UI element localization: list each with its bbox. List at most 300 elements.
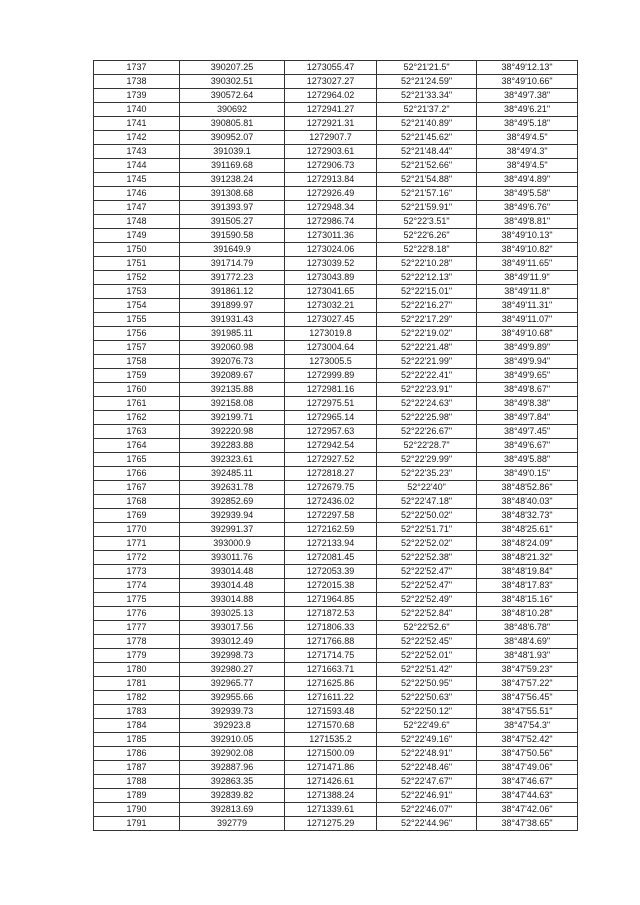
longitude-cell: 38°49'11.31": [477, 299, 578, 313]
x-coordinate-cell: 392076.73: [180, 355, 285, 369]
latitude-cell: 52°22'19.02": [377, 327, 477, 341]
y-coordinate-cell: 1273043.89: [285, 271, 377, 285]
y-coordinate-cell: 1272975.51: [285, 397, 377, 411]
table-row: [94, 75, 578, 89]
latitude-cell: 52°22'52.6": [377, 621, 477, 635]
point-number-cell: 1770: [94, 523, 180, 537]
latitude-cell: 52°22'48.46": [377, 761, 477, 775]
y-coordinate-cell: 1272921.31: [285, 117, 377, 131]
table-row: [94, 677, 578, 691]
longitude-cell: 38°47'50.56": [477, 747, 578, 761]
x-coordinate-cell: 392980.27: [180, 663, 285, 677]
x-coordinate-cell: 391590.58: [180, 229, 285, 243]
table-row: [94, 439, 578, 453]
latitude-cell: 52°22'12.13": [377, 271, 477, 285]
point-number-cell: 1759: [94, 369, 180, 383]
point-number-cell: 1779: [94, 649, 180, 663]
longitude-cell: 38°49'11.07": [477, 313, 578, 327]
point-number-cell: 1788: [94, 775, 180, 789]
latitude-cell: 52°22'52.84": [377, 607, 477, 621]
y-coordinate-cell: 1273019.8: [285, 327, 377, 341]
y-coordinate-cell: 1273055.47: [285, 61, 377, 75]
point-number-cell: 1790: [94, 803, 180, 817]
longitude-cell: 38°49'9.89": [477, 341, 578, 355]
x-coordinate-cell: 393011.76: [180, 551, 285, 565]
y-coordinate-cell: 1273004.64: [285, 341, 377, 355]
point-number-cell: 1773: [94, 565, 180, 579]
y-coordinate-cell: 1272679.75: [285, 481, 377, 495]
table-row: [94, 229, 578, 243]
y-coordinate-cell: 1271663.71: [285, 663, 377, 677]
longitude-cell: 38°47'52.42": [477, 733, 578, 747]
latitude-cell: 52°22'47.67": [377, 775, 477, 789]
longitude-cell: 38°49'4.5": [477, 131, 578, 145]
point-number-cell: 1780: [94, 663, 180, 677]
latitude-cell: 52°22'44.96": [377, 817, 477, 831]
longitude-cell: 38°48'4.69": [477, 635, 578, 649]
y-coordinate-cell: 1271714.75: [285, 649, 377, 663]
point-number-cell: 1769: [94, 509, 180, 523]
x-coordinate-cell: 390572.64: [180, 89, 285, 103]
point-number-cell: 1750: [94, 243, 180, 257]
longitude-cell: 38°48'6.78": [477, 621, 578, 635]
table-row: [94, 285, 578, 299]
y-coordinate-cell: 1272964.02: [285, 89, 377, 103]
point-number-cell: 1771: [94, 537, 180, 551]
latitude-cell: 52°22'22.41": [377, 369, 477, 383]
table-row: [94, 565, 578, 579]
y-coordinate-cell: 1272986.74: [285, 215, 377, 229]
longitude-cell: 38°49'9.65": [477, 369, 578, 383]
latitude-cell: 52°21'45.62": [377, 131, 477, 145]
latitude-cell: 52°21'40.89": [377, 117, 477, 131]
y-coordinate-cell: 1272081.45: [285, 551, 377, 565]
longitude-cell: 38°49'8.67": [477, 383, 578, 397]
table-row: [94, 691, 578, 705]
y-coordinate-cell: 1271806.33: [285, 621, 377, 635]
point-number-cell: 1753: [94, 285, 180, 299]
y-coordinate-cell: 1273011.36: [285, 229, 377, 243]
x-coordinate-cell: 392955.66: [180, 691, 285, 705]
x-coordinate-cell: 393000.9: [180, 537, 285, 551]
x-coordinate-cell: 391899.97: [180, 299, 285, 313]
longitude-cell: 38°47'42.06": [477, 803, 578, 817]
x-coordinate-cell: 391039.1: [180, 145, 285, 159]
y-coordinate-cell: 1271275.29: [285, 817, 377, 831]
table-row: [94, 117, 578, 131]
x-coordinate-cell: 392158.08: [180, 397, 285, 411]
x-coordinate-cell: 392089.67: [180, 369, 285, 383]
point-number-cell: 1743: [94, 145, 180, 159]
y-coordinate-cell: 1272999.89: [285, 369, 377, 383]
point-number-cell: 1749: [94, 229, 180, 243]
longitude-cell: 38°49'11.8": [477, 285, 578, 299]
x-coordinate-cell: 393017.56: [180, 621, 285, 635]
table-row: [94, 761, 578, 775]
y-coordinate-cell: 1272162.59: [285, 523, 377, 537]
table-row: [94, 103, 578, 117]
point-number-cell: 1786: [94, 747, 180, 761]
table-row: [94, 719, 578, 733]
table-row: [94, 313, 578, 327]
table-row: [94, 411, 578, 425]
x-coordinate-cell: 391861.12: [180, 285, 285, 299]
point-number-cell: 1767: [94, 481, 180, 495]
point-number-cell: 1782: [94, 691, 180, 705]
table-row: [94, 747, 578, 761]
x-coordinate-cell: 391505.27: [180, 215, 285, 229]
longitude-cell: 38°49'4.3": [477, 145, 578, 159]
x-coordinate-cell: 391308.68: [180, 187, 285, 201]
point-number-cell: 1772: [94, 551, 180, 565]
table-row: [94, 369, 578, 383]
x-coordinate-cell: 392939.94: [180, 509, 285, 523]
longitude-cell: 38°48'40.03": [477, 495, 578, 509]
point-number-cell: 1774: [94, 579, 180, 593]
y-coordinate-cell: 1273041.65: [285, 285, 377, 299]
y-coordinate-cell: 1272941.27: [285, 103, 377, 117]
table-row: [94, 481, 578, 495]
latitude-cell: 52°22'24.63": [377, 397, 477, 411]
x-coordinate-cell: 390302.51: [180, 75, 285, 89]
latitude-cell: 52°22'50.02": [377, 509, 477, 523]
longitude-cell: 38°47'57.22": [477, 677, 578, 691]
x-coordinate-cell: 392220.98: [180, 425, 285, 439]
longitude-cell: 38°48'19.84": [477, 565, 578, 579]
latitude-cell: 52°21'52.66": [377, 159, 477, 173]
longitude-cell: 38°47'59.23": [477, 663, 578, 677]
table-row: [94, 509, 578, 523]
point-number-cell: 1787: [94, 761, 180, 775]
x-coordinate-cell: 392631.78: [180, 481, 285, 495]
longitude-cell: 38°48'52.86": [477, 481, 578, 495]
point-number-cell: 1748: [94, 215, 180, 229]
longitude-cell: 38°49'6.21": [477, 103, 578, 117]
table-row: [94, 257, 578, 271]
x-coordinate-cell: 390952.07: [180, 131, 285, 145]
point-number-cell: 1737: [94, 61, 180, 75]
longitude-cell: 38°47'55.51": [477, 705, 578, 719]
y-coordinate-cell: 1272913.84: [285, 173, 377, 187]
x-coordinate-cell: 391393.97: [180, 201, 285, 215]
y-coordinate-cell: 1273027.27: [285, 75, 377, 89]
table-row: [94, 355, 578, 369]
y-coordinate-cell: 1272948.34: [285, 201, 377, 215]
x-coordinate-cell: 392887.96: [180, 761, 285, 775]
longitude-cell: 38°49'0.15": [477, 467, 578, 481]
x-coordinate-cell: 393014.48: [180, 565, 285, 579]
table-row: [94, 243, 578, 257]
table-row: [94, 187, 578, 201]
latitude-cell: 52°22'21.48": [377, 341, 477, 355]
longitude-cell: 38°48'1.93": [477, 649, 578, 663]
x-coordinate-cell: 392135.88: [180, 383, 285, 397]
y-coordinate-cell: 1272942.54: [285, 439, 377, 453]
table-row: [94, 341, 578, 355]
y-coordinate-cell: 1271570.68: [285, 719, 377, 733]
latitude-cell: 52°22'51.42": [377, 663, 477, 677]
y-coordinate-cell: 1272927.52: [285, 453, 377, 467]
x-coordinate-cell: 392779: [180, 817, 285, 831]
longitude-cell: 38°48'25.61": [477, 523, 578, 537]
table-row: [94, 495, 578, 509]
point-number-cell: 1751: [94, 257, 180, 271]
longitude-cell: 38°49'8.38": [477, 397, 578, 411]
table-row: [94, 537, 578, 551]
longitude-cell: 38°49'10.82": [477, 243, 578, 257]
latitude-cell: 52°22'21.99": [377, 355, 477, 369]
latitude-cell: 52°21'48.44": [377, 145, 477, 159]
latitude-cell: 52°22'40": [377, 481, 477, 495]
x-coordinate-cell: 392923.8: [180, 719, 285, 733]
latitude-cell: 52°22'49.6": [377, 719, 477, 733]
x-coordinate-cell: 393014.48: [180, 579, 285, 593]
longitude-cell: 38°49'5.18": [477, 117, 578, 131]
table-row: [94, 271, 578, 285]
point-number-cell: 1739: [94, 89, 180, 103]
table-row: [94, 145, 578, 159]
y-coordinate-cell: 1272053.39: [285, 565, 377, 579]
latitude-cell: 52°22'46.91": [377, 789, 477, 803]
longitude-cell: 38°49'9.94": [477, 355, 578, 369]
table-row: [94, 789, 578, 803]
table-row: [94, 201, 578, 215]
x-coordinate-cell: 390692: [180, 103, 285, 117]
table-row: [94, 607, 578, 621]
x-coordinate-cell: 393012.49: [180, 635, 285, 649]
x-coordinate-cell: 391649.9: [180, 243, 285, 257]
point-number-cell: 1763: [94, 425, 180, 439]
latitude-cell: 52°22'29.99": [377, 453, 477, 467]
x-coordinate-cell: 392199.71: [180, 411, 285, 425]
point-number-cell: 1778: [94, 635, 180, 649]
y-coordinate-cell: 1271500.09: [285, 747, 377, 761]
point-number-cell: 1761: [94, 397, 180, 411]
point-number-cell: 1775: [94, 593, 180, 607]
longitude-cell: 38°47'46.67": [477, 775, 578, 789]
x-coordinate-cell: 392485.11: [180, 467, 285, 481]
latitude-cell: 52°22'52.38": [377, 551, 477, 565]
x-coordinate-cell: 392965.77: [180, 677, 285, 691]
longitude-cell: 38°48'17.83": [477, 579, 578, 593]
y-coordinate-cell: 1273032.21: [285, 299, 377, 313]
longitude-cell: 38°49'4.89": [477, 173, 578, 187]
longitude-cell: 38°49'10.13": [477, 229, 578, 243]
point-number-cell: 1744: [94, 159, 180, 173]
longitude-cell: 38°48'15.16": [477, 593, 578, 607]
y-coordinate-cell: 1271535.2: [285, 733, 377, 747]
table-row: [94, 803, 578, 817]
x-coordinate-cell: 392323.61: [180, 453, 285, 467]
y-coordinate-cell: 1271426.61: [285, 775, 377, 789]
point-number-cell: 1742: [94, 131, 180, 145]
longitude-cell: 38°49'8.81": [477, 215, 578, 229]
table-row: [94, 817, 578, 831]
point-number-cell: 1757: [94, 341, 180, 355]
y-coordinate-cell: 1272133.94: [285, 537, 377, 551]
longitude-cell: 38°49'6.67": [477, 439, 578, 453]
longitude-cell: 38°49'11.65": [477, 257, 578, 271]
latitude-cell: 52°21'33.34": [377, 89, 477, 103]
latitude-cell: 52°22'52.49": [377, 593, 477, 607]
longitude-cell: 38°49'10.66": [477, 75, 578, 89]
latitude-cell: 52°21'57.16": [377, 187, 477, 201]
longitude-cell: 38°49'5.58": [477, 187, 578, 201]
point-number-cell: 1740: [94, 103, 180, 117]
point-number-cell: 1777: [94, 621, 180, 635]
latitude-cell: 52°22'47.18": [377, 495, 477, 509]
y-coordinate-cell: 1271593.48: [285, 705, 377, 719]
table-row: [94, 173, 578, 187]
y-coordinate-cell: 1271339.61: [285, 803, 377, 817]
table-row: [94, 663, 578, 677]
table-row: [94, 453, 578, 467]
table-row: [94, 579, 578, 593]
latitude-cell: 52°22'50.95": [377, 677, 477, 691]
y-coordinate-cell: 1272981.16: [285, 383, 377, 397]
point-number-cell: 1756: [94, 327, 180, 341]
longitude-cell: 38°49'7.84": [477, 411, 578, 425]
latitude-cell: 52°22'52.47": [377, 565, 477, 579]
y-coordinate-cell: 1273005.5: [285, 355, 377, 369]
y-coordinate-cell: 1273027.45: [285, 313, 377, 327]
point-number-cell: 1754: [94, 299, 180, 313]
table-row: [94, 61, 578, 75]
point-number-cell: 1791: [94, 817, 180, 831]
x-coordinate-cell: 393025.13: [180, 607, 285, 621]
longitude-cell: 38°47'49.06": [477, 761, 578, 775]
x-coordinate-cell: 390805.81: [180, 117, 285, 131]
latitude-cell: 52°22'52.47": [377, 579, 477, 593]
longitude-cell: 38°49'4.5": [477, 159, 578, 173]
table-row: [94, 523, 578, 537]
longitude-cell: 38°48'10.28": [477, 607, 578, 621]
latitude-cell: 52°22'6.26": [377, 229, 477, 243]
longitude-cell: 38°49'5.88": [477, 453, 578, 467]
longitude-cell: 38°49'12.13": [477, 61, 578, 75]
longitude-cell: 38°47'38.65": [477, 817, 578, 831]
x-coordinate-cell: 392060.98: [180, 341, 285, 355]
latitude-cell: 52°22'16.27": [377, 299, 477, 313]
table-row: [94, 327, 578, 341]
latitude-cell: 52°21'37.2": [377, 103, 477, 117]
y-coordinate-cell: 1272907.7: [285, 131, 377, 145]
coordinates-table: [93, 60, 578, 831]
longitude-cell: 38°49'7.38": [477, 89, 578, 103]
y-coordinate-cell: 1271872.53: [285, 607, 377, 621]
point-number-cell: 1762: [94, 411, 180, 425]
longitude-cell: 38°49'6.76": [477, 201, 578, 215]
table-row: [94, 131, 578, 145]
x-coordinate-cell: 393014.88: [180, 593, 285, 607]
y-coordinate-cell: 1271964.85: [285, 593, 377, 607]
point-number-cell: 1789: [94, 789, 180, 803]
latitude-cell: 52°22'50.63": [377, 691, 477, 705]
table-row: [94, 89, 578, 103]
y-coordinate-cell: 1271611.22: [285, 691, 377, 705]
longitude-cell: 38°49'11.9": [477, 271, 578, 285]
latitude-cell: 52°22'46.07": [377, 803, 477, 817]
latitude-cell: 52°22'51.71": [377, 523, 477, 537]
latitude-cell: 52°22'23.91": [377, 383, 477, 397]
table-row: [94, 649, 578, 663]
latitude-cell: 52°22'49.16": [377, 733, 477, 747]
latitude-cell: 52°21'59.91": [377, 201, 477, 215]
latitude-cell: 52°22'48.91": [377, 747, 477, 761]
x-coordinate-cell: 391931.43: [180, 313, 285, 327]
point-number-cell: 1758: [94, 355, 180, 369]
y-coordinate-cell: 1272903.61: [285, 145, 377, 159]
coordinates-table-body: [94, 61, 578, 831]
point-number-cell: 1760: [94, 383, 180, 397]
point-number-cell: 1755: [94, 313, 180, 327]
point-number-cell: 1776: [94, 607, 180, 621]
point-number-cell: 1783: [94, 705, 180, 719]
y-coordinate-cell: 1272926.49: [285, 187, 377, 201]
x-coordinate-cell: 392863.35: [180, 775, 285, 789]
point-number-cell: 1747: [94, 201, 180, 215]
table-row: [94, 551, 578, 565]
point-number-cell: 1784: [94, 719, 180, 733]
point-number-cell: 1785: [94, 733, 180, 747]
latitude-cell: 52°22'17.29": [377, 313, 477, 327]
y-coordinate-cell: 1272818.27: [285, 467, 377, 481]
y-coordinate-cell: 1272957.63: [285, 425, 377, 439]
latitude-cell: 52°22'3.51": [377, 215, 477, 229]
y-coordinate-cell: 1273024.06: [285, 243, 377, 257]
latitude-cell: 52°21'21.5": [377, 61, 477, 75]
table-row: [94, 397, 578, 411]
latitude-cell: 52°22'52.45": [377, 635, 477, 649]
x-coordinate-cell: 391714.79: [180, 257, 285, 271]
x-coordinate-cell: 391238.24: [180, 173, 285, 187]
table-row: [94, 705, 578, 719]
longitude-cell: 38°47'56.45": [477, 691, 578, 705]
x-coordinate-cell: 392283.88: [180, 439, 285, 453]
y-coordinate-cell: 1273039.52: [285, 257, 377, 271]
latitude-cell: 52°22'26.67": [377, 425, 477, 439]
latitude-cell: 52°22'8.18": [377, 243, 477, 257]
latitude-cell: 52°21'54.88": [377, 173, 477, 187]
y-coordinate-cell: 1272965.14: [285, 411, 377, 425]
y-coordinate-cell: 1271625.86: [285, 677, 377, 691]
y-coordinate-cell: 1271471.86: [285, 761, 377, 775]
x-coordinate-cell: 390207.25: [180, 61, 285, 75]
table-row: [94, 383, 578, 397]
x-coordinate-cell: 392939.73: [180, 705, 285, 719]
point-number-cell: 1766: [94, 467, 180, 481]
point-number-cell: 1752: [94, 271, 180, 285]
x-coordinate-cell: 391985.11: [180, 327, 285, 341]
y-coordinate-cell: 1272906.73: [285, 159, 377, 173]
point-number-cell: 1741: [94, 117, 180, 131]
x-coordinate-cell: 392991.37: [180, 523, 285, 537]
x-coordinate-cell: 392902.08: [180, 747, 285, 761]
table-row: [94, 621, 578, 635]
y-coordinate-cell: 1272015.38: [285, 579, 377, 593]
x-coordinate-cell: 392839.82: [180, 789, 285, 803]
x-coordinate-cell: 391772.23: [180, 271, 285, 285]
point-number-cell: 1745: [94, 173, 180, 187]
y-coordinate-cell: 1272297.58: [285, 509, 377, 523]
table-row: [94, 467, 578, 481]
latitude-cell: 52°22'52.01": [377, 649, 477, 663]
longitude-cell: 38°49'7.45": [477, 425, 578, 439]
table-row: [94, 733, 578, 747]
x-coordinate-cell: 392910.05: [180, 733, 285, 747]
x-coordinate-cell: 392852.69: [180, 495, 285, 509]
longitude-cell: 38°47'54.3": [477, 719, 578, 733]
